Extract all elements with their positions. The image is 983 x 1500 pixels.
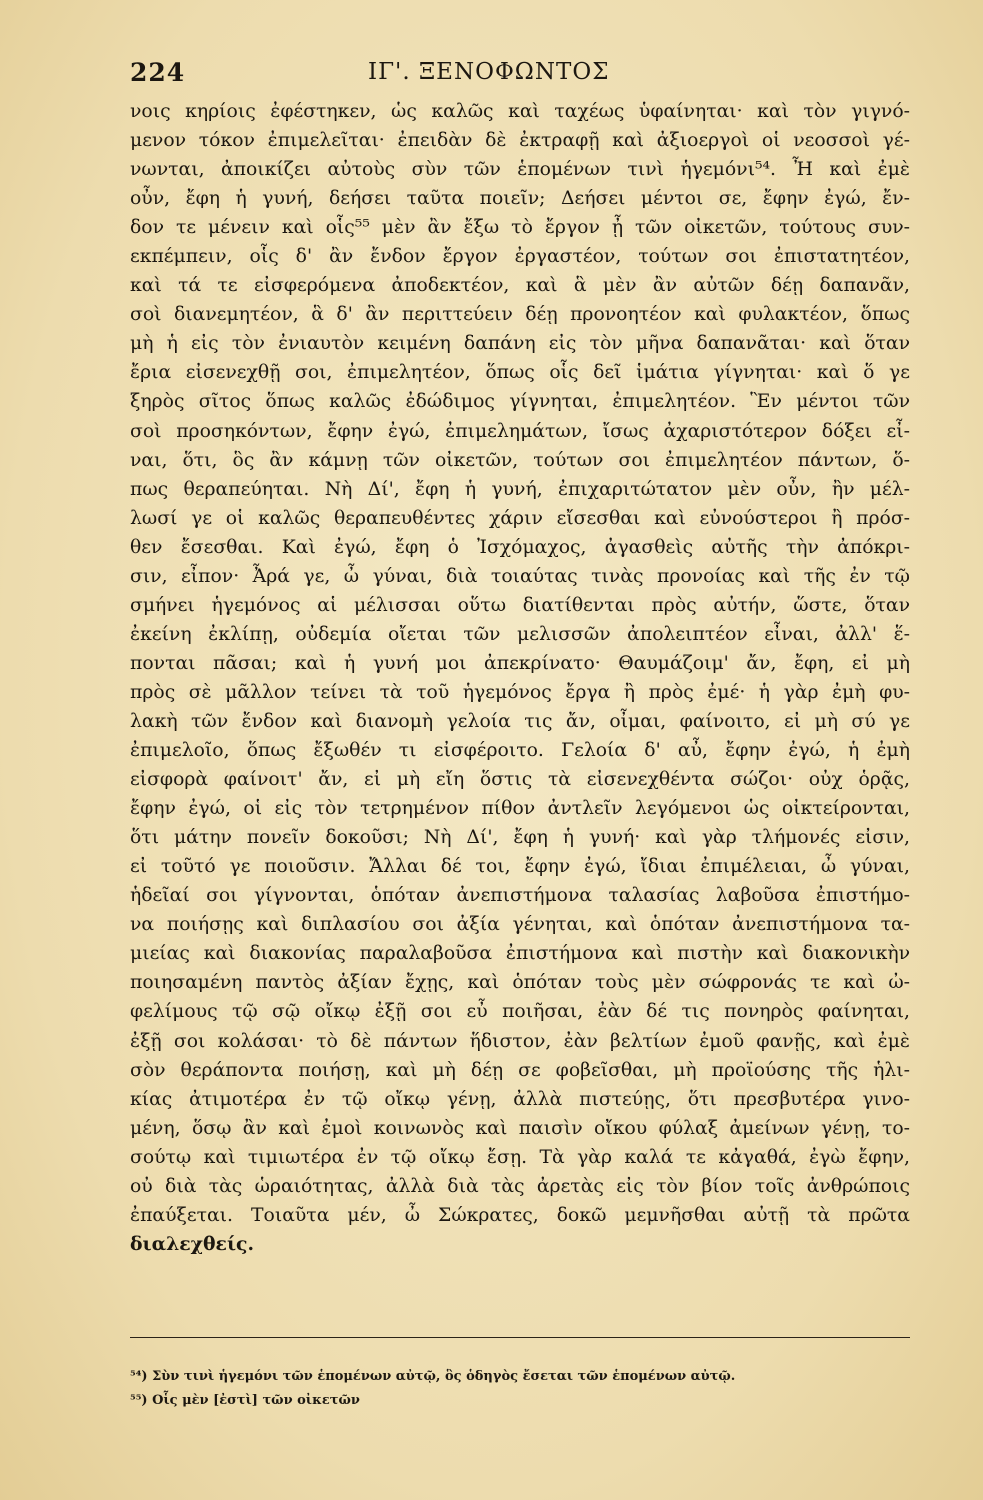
text-line: ἔφην ἐγώ, οἱ εἰς τὸν τετρημένον πίθον ἀντλεῖν λεγόμενοι ὡς οἰκτείρονται,	[130, 798, 910, 820]
text-line: μένη, ὅσῳ ἂν καὶ ἐμοὶ κοινωνὸς καὶ παισὶν οἴκου φύλαξ ἀμείνων γένῃ, το-	[130, 1117, 910, 1139]
text-line: ἔρια εἰσενεχθῇ σοι, ἐπιμελητέον, ὅπως οἷς δεῖ ἱμάτια γίγνηται· καὶ ὅ γε	[130, 362, 910, 384]
text-line: σμήνει ἡγεμόνος αἱ μέλισσαι οὕτω διατίθενται πρὸς αὐτήν, ὥστε, ὅταν	[130, 594, 910, 616]
footnotes	[130, 1365, 910, 1413]
text-line: πως θεραπεύηται. Νὴ Δί', ἔφη ἡ γυνή, ἐπιχαριτώτατον μὲν οὖν, ἢν μέλ-	[130, 478, 910, 500]
footnote-54: ⁵⁴) Σὺν τινὶ ἡγεμόνι τῶν ἑπομένων αὐτῷ, ὃς ὁδηγὸς ἔσεται τῶν ἑπομένων αὐτῷ.	[130, 1369, 736, 1384]
text-line: σιν, εἶπον· Ἆρά γε, ὦ γύναι, διὰ τοιαύτας τινὰς προνοίας καὶ τῆς ἐν τῷ	[130, 565, 910, 587]
text-line: σοὶ διανεμητέον, ἃ δ' ἂν περιττεύειν δέῃ προνοητέον καὶ φυλακτέον, ὅπως	[130, 304, 910, 326]
text-line: μὴ ἡ εἰς τὸν ἐνιαυτὸν κειμένη δαπάνη εἰς τὸν μῆνα δαπανᾶται· καὶ ὅταν	[130, 333, 910, 355]
footnote-divider	[130, 1337, 910, 1338]
text-line: μιείας καὶ διακονίας παραλαβοῦσα ἐπιστήμονα καὶ πιστὴν καὶ διακονικὴν	[130, 943, 910, 965]
page-header	[130, 58, 910, 98]
text-line: ποιησαμένη παντὸς ἀξίαν ἔχῃς, καὶ ὁπόταν τοὺς μὲν σώφρονάς τε καὶ ὠ-	[130, 972, 910, 994]
main-text	[130, 97, 910, 1259]
text-line: καὶ τά τε εἰσφερόμενα ἀποδεκτέον, καὶ ἃ μὲν ἂν αὐτῶν δέῃ δαπανᾶν,	[130, 275, 910, 297]
text-line: ἐπαύξεται. Τοιαῦτα μέν, ὦ Σώκρατες, δοκῶ μεμνῆσθαι αὐτῇ τὰ πρῶτα	[130, 1204, 910, 1226]
running-head: ΙΓ'. ΞΕΝΟΦΩΝΤΟΣ	[368, 59, 610, 85]
text-line: νοις κηρίοις ἐφέστηκεν, ὡς καλῶς καὶ ταχέως ὑφαίνηται· καὶ τὸν γιγνό-	[130, 101, 910, 122]
text-line: ξηρὸς σῖτος ὅπως καλῶς ἐδώδιμος γίγνηται, ἐπιμελητέον. Ἓν μέντοι τῶν	[130, 391, 910, 413]
page-number: 224	[130, 58, 186, 87]
text-line: ἐπιμελοῖο, ὅπως ἔξωθέν τι εἰσφέροιτο. Γελοία δ' αὖ, ἔφην ἐγώ, ἡ ἐμὴ	[130, 740, 910, 762]
text-line: ναι, ὅτι, ὃς ἂν κάμνῃ τῶν οἰκετῶν, τούτων σοι ἐπιμελητέον πάντων, ὅ-	[130, 449, 910, 471]
text-line: ὅτι μάτην πονεῖν δοκοῦσι; Νὴ Δί', ἔφη ἡ γυνή· καὶ γὰρ τλήμονές εἰσιν,	[130, 827, 910, 849]
text-line: σούτῳ καὶ τιμιωτέρα ἐν τῷ οἴκῳ ἔσῃ. Τὰ γὰρ καλά τε κἀγαθά, ἐγὼ ἔφην,	[130, 1146, 910, 1168]
text-line: κίας ἀτιμοτέρα ἐν τῷ οἴκῳ γένῃ, ἀλλὰ πιστεύῃς, ὅτι πρεσβυτέρα γινο-	[130, 1088, 910, 1110]
text-line-final: διαλεχθείς.	[130, 1232, 255, 1255]
text-line: φελίμους τῷ σῷ οἴκῳ ἐξῇ σοι εὖ ποιῆσαι, ἐὰν δέ τις πονηρὸς φαίνηται,	[130, 1001, 910, 1023]
text-line: νωνται, ἀποικίζει αὐτοὺς σὺν τῶν ἑπομένων τινὶ ἡγεμόνι⁵⁴. Ἦ καὶ ἐμὲ	[130, 159, 910, 181]
text-line: λακὴ τῶν ἔνδον καὶ διανομὴ γελοία τις ἄν, οἶμαι, φαίνοιτο, εἰ μὴ σύ γε	[130, 710, 910, 732]
text-line: λωσί γε οἱ καλῶς θεραπευθέντες χάριν εἴσεσθαι καὶ εὐνούστεροι ἢ πρόσ-	[130, 507, 910, 529]
text-line: πονται πᾶσαι; καὶ ἡ γυνή μοι ἀπεκρίνατο· Θαυμάζοιμ' ἄν, ἔφη, εἰ μὴ	[130, 652, 910, 674]
text-line: ἡδεῖαί σοι γίγνονται, ὁπόταν ἀνεπιστήμονα ταλασίας λαβοῦσα ἐπιστήμο-	[130, 885, 910, 907]
text-line: εκπέμπειν, οἷς δ' ἂν ἔνδον ἔργον ἐργαστέον, τούτων σοι ἐπιστατητέον,	[130, 246, 910, 268]
text-line: ἐκείνη ἐκλίπῃ, οὐδεμία οἴεται τῶν μελισσῶν ἀπολειπτέον εἶναι, ἀλλ' ἕ-	[130, 623, 910, 645]
text-line: εἰσφορὰ φαίνοιτ' ἄν, εἰ μὴ εἴη ὅστις τὰ εἰσενεχθέντα σώζοι· οὐχ ὁρᾷς,	[130, 769, 910, 791]
text-line: σοὶ προσηκόντων, ἔφην ἐγώ, ἐπιμελημάτων, ἴσως ἀχαριστότερον δόξει εἶ-	[130, 420, 910, 442]
text-line: ἐξῇ σοι κολάσαι· τὸ δὲ πάντων ἥδιστον, ἐὰν βελτίων ἐμοῦ φανῇς, καὶ ἐμὲ	[130, 1030, 910, 1052]
text-line: μενον τόκον ἐπιμελεῖται· ἐπειδὰν δὲ ἐκτραφῇ καὶ ἀξιοεργοὶ οἱ νεοσσοὶ γέ-	[130, 130, 910, 152]
footnote-55: ⁵⁵) Οἷς μὲν [ἐστὶ] τῶν οἰκετῶν	[130, 1393, 360, 1408]
text-line: πρὸς σὲ μᾶλλον τείνει τὰ τοῦ ἡγεμόνος ἔργα ἢ πρὸς ἐμέ· ἡ γὰρ ἐμὴ φυ-	[130, 681, 910, 703]
text-line: δον τε μένειν καὶ οἷς⁵⁵ μὲν ἂν ἔξω τὸ ἔργον ᾖ τῶν οἰκετῶν, τούτους συν-	[130, 217, 910, 239]
text-line: σὸν θεράποντα ποιήσῃ, καὶ μὴ δέῃ σε φοβεῖσθαι, μὴ προϊούσης τῆς ἡλι-	[130, 1059, 910, 1081]
text-line: θεν ἔσεσθαι. Καὶ ἐγώ, ἔφη ὁ Ἰσχόμαχος, ἀγασθεὶς αὐτῆς τὴν ἀπόκρι-	[130, 536, 910, 558]
text-line: εἰ τοῦτό γε ποιοῦσιν. Ἄλλαι δέ τοι, ἔφην ἐγώ, ἴδιαι ἐπιμέλειαι, ὦ γύναι,	[130, 856, 910, 878]
text-line: οὐ διὰ τὰς ὡραιότητας, ἀλλὰ διὰ τὰς ἀρετὰς εἰς τὸν βίον τοῖς ἀνθρώποις	[130, 1175, 910, 1197]
text-line: οὖν, ἔφη ἡ γυνή, δεήσει ταῦτα ποιεῖν; Δεήσει μέντοι σε, ἔφην ἐγώ, ἔν-	[130, 188, 910, 210]
text-line: να ποιήσῃς καὶ διπλασίου σοι ἀξία γένηται, καὶ ὁπόταν ἀνεπιστήμονα τα-	[130, 914, 910, 936]
